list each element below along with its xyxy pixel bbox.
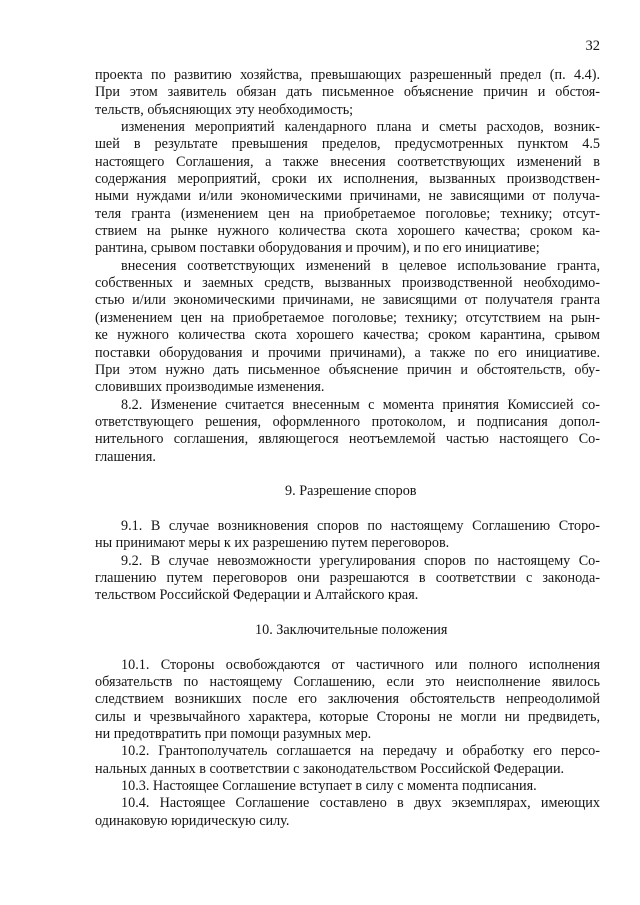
text-line: стью и/или экономическими причинами, не зависящими от получателя гранта [95, 292, 600, 309]
text-line: теля гранта (изменением цен на приобретаемое поголовье; технику; отсут- [95, 205, 600, 222]
paragraph [95, 795, 600, 830]
text-line: нальных данных в соответствии с законодательством Российской Федерации. [95, 760, 565, 777]
text-line: глашению путем переговоров они разрешаются в соответствии с законода- [95, 569, 600, 586]
text-line: проекта по развитию хозяйства, превышающих разрешенный предел (п. 4.4). [95, 67, 600, 83]
text-line: 8.2. Изменение считается внесенным с момента принятия Комиссией со- [121, 396, 600, 413]
text-line: шей в результате превышения пределов, предусмотренных пунктом 4.5 [95, 136, 600, 153]
paragraph [95, 518, 600, 553]
text-line: При этом нужно дать письменное объяснение причин и обстоятельств, обу- [95, 361, 600, 378]
text-line: тельством Российской Федерации и Алтайского края. [95, 587, 419, 604]
text-line: настоящего Соглашения, а также внесения соответствующих изменений в [95, 153, 600, 170]
section-spacer [95, 639, 600, 656]
paragraph [95, 119, 600, 258]
text-line: (изменением цен на приобретаемое поголовье; технику; отсутствием на рын- [95, 309, 600, 326]
text-line: собственных и заемных средств, вызванных производственной необходимо- [95, 275, 600, 292]
section-heading: 9. Разрешение споров [285, 483, 417, 500]
paragraph [95, 67, 600, 119]
text-line: ке нужного количества скота хорошего качества; сроком карантина, срывом [95, 327, 600, 344]
text-line: тельств, объясняющих эту необходимость; [95, 101, 354, 118]
document-body [95, 67, 600, 830]
text-line: словивших производимые изменения. [95, 379, 325, 396]
text-line: 10.4. Настоящее Соглашение составлено в двух экземплярах, имеющих [121, 795, 600, 812]
text-line: При этом заявитель обязан дать письменное объяснение причин и обстоя- [95, 84, 600, 101]
section-heading: 10. Заключительные положения [255, 622, 448, 638]
text-line: 10.3. Настоящее Соглашение вступает в силу с момента подписания. [121, 778, 537, 795]
section-spacer [95, 466, 600, 483]
paragraph [95, 553, 600, 605]
text-line: 9.1. В случае возникновения споров по настоящему Соглашению Сторо- [121, 517, 600, 534]
text-line: 10.2. Грантополучатель соглашается на передачу и обработку его персо- [121, 743, 600, 760]
paragraph [95, 778, 600, 795]
text-line: нительного соглашения, являющегося неотъемлемой частью настоящего Со- [95, 431, 600, 448]
text-line: поставки оборудования и прочими причинами), а также по его инициативе. [95, 344, 600, 361]
text-line: следствием возникших после его заключения обстоятельств непреодолимой [95, 691, 600, 708]
text-line: ствием на рынке нужного количества скота хорошего качества; сроком ка- [95, 223, 600, 240]
paragraph [95, 397, 600, 466]
text-line: ными нуждами и/или экономическими причинами, не зависящими от получа- [95, 188, 600, 205]
paragraph [95, 258, 600, 397]
text-line: силы и чрезвычайного характера, которые Стороны не могли ни предвидеть, [95, 708, 600, 725]
text-line: внесения соответствующих изменений в целевое использование гранта, [121, 257, 600, 274]
text-line: 10.1. Стороны освобождаются от частичного или полного исполнения [121, 656, 600, 673]
text-line: глашения. [95, 448, 156, 465]
section-spacer [95, 605, 600, 622]
paragraph [95, 657, 600, 744]
paragraph [95, 743, 600, 778]
text-line: 9.2. В случае невозможности урегулирования споров по настоящему Со- [121, 552, 600, 569]
section-spacer [95, 501, 600, 518]
text-line: ни предотвратить при помощи разумных мер. [95, 726, 372, 743]
text-line: изменения мероприятий календарного плана и сметы расходов, возник- [121, 119, 600, 136]
text-line: ны принимают меры к их разрешению путем переговоров. [95, 535, 450, 552]
text-line: одинаковую юридическую силу. [95, 812, 290, 829]
page-number: 32 [585, 38, 600, 54]
text-line: обязательств по настоящему Соглашению, если это неисполнение явилось [95, 674, 600, 691]
text-line: ответствующего решения, оформленного протоколом, и подписания допол- [95, 413, 600, 430]
text-line: содержания мероприятий, сроки их исполнения, вызванных производствен- [95, 171, 600, 188]
text-line: рантина, срывом поставки оборудования и прочим), и по его инициативе; [95, 240, 540, 257]
